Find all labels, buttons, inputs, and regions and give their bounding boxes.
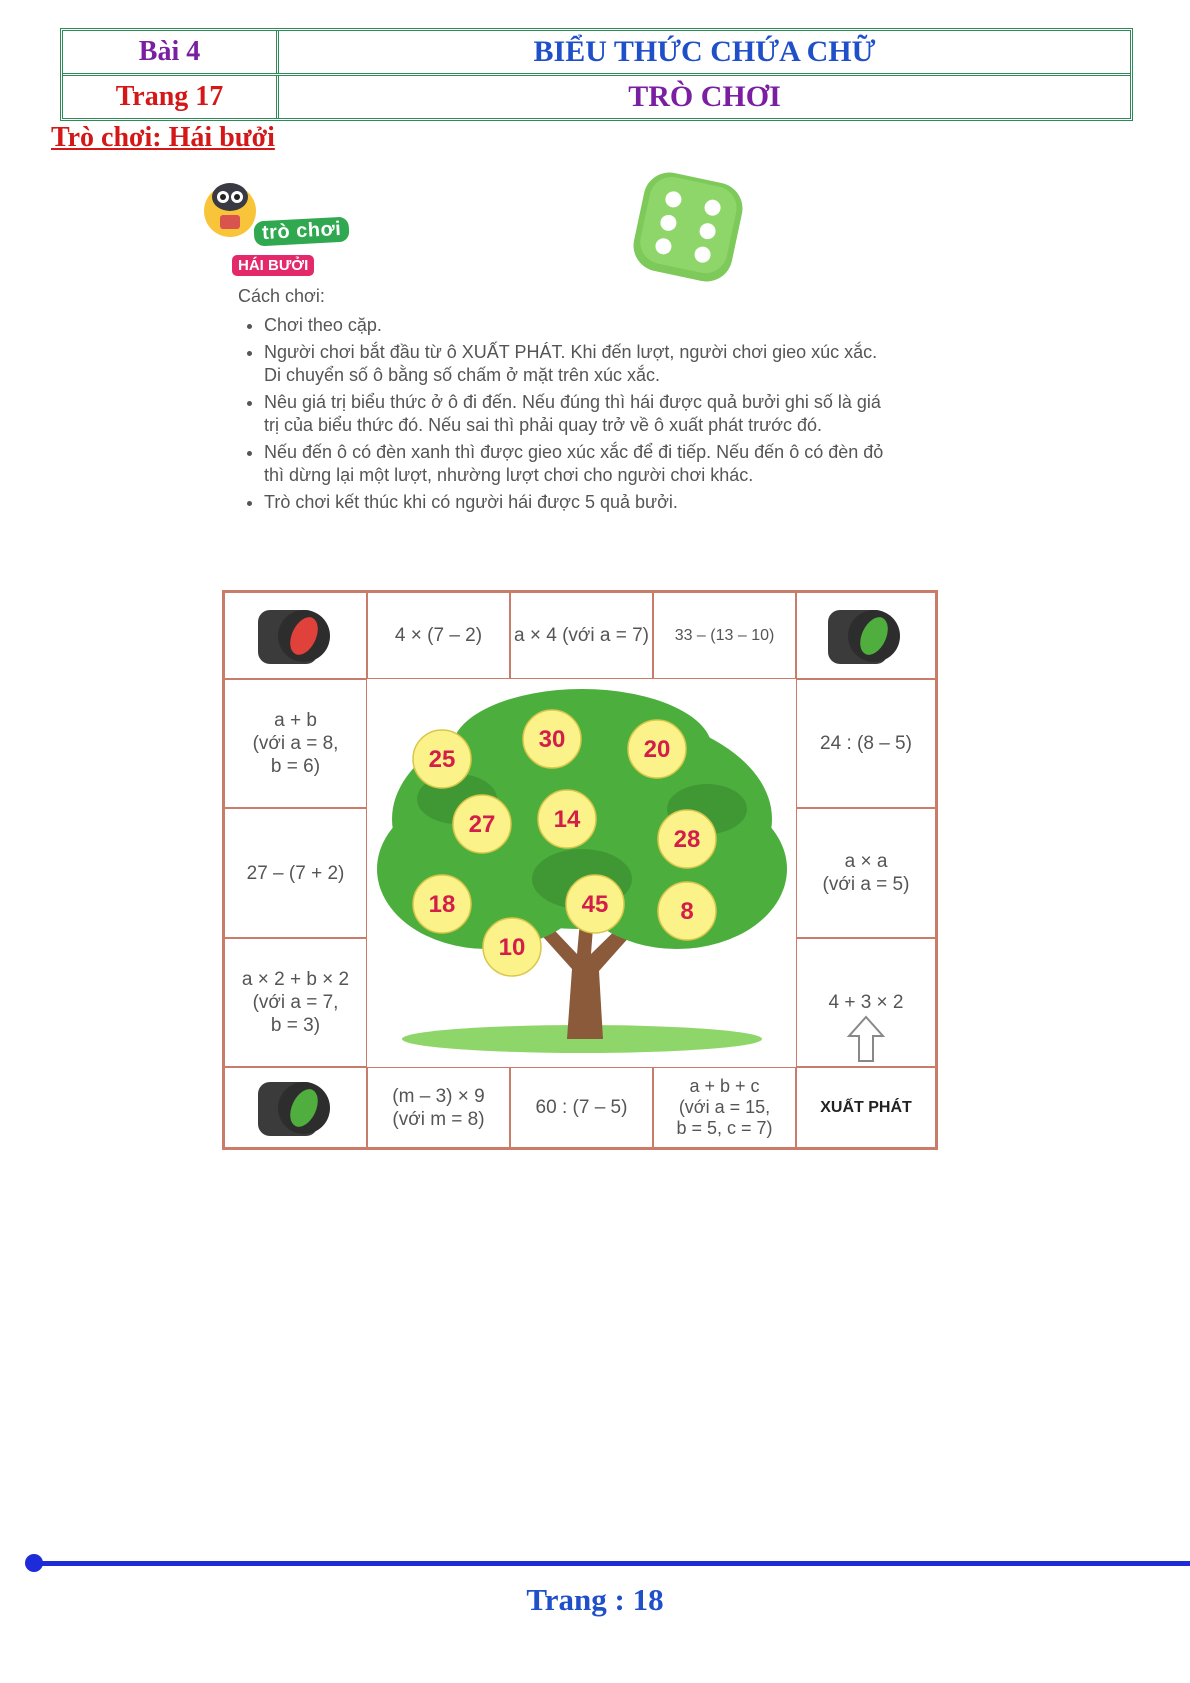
header-row-lesson bbox=[63, 31, 1130, 73]
pomelo-fruit bbox=[453, 795, 511, 853]
game-logo bbox=[198, 175, 358, 245]
page-label: Trang 17 bbox=[63, 76, 279, 118]
fruit-number: 10 bbox=[498, 934, 526, 961]
red-light-cell bbox=[224, 592, 367, 679]
fruit-number: 14 bbox=[553, 806, 581, 833]
pomelo-fruit bbox=[413, 730, 471, 788]
lesson-title: BIỂU THỨC CHỨA CHỮ bbox=[533, 35, 876, 68]
board-cell-left-3 bbox=[224, 938, 367, 1067]
lesson-label: Bài 4 bbox=[63, 31, 279, 73]
section-title: TRÒ CHƠI bbox=[628, 80, 781, 113]
pomelo-fruit bbox=[413, 875, 471, 933]
start-cell bbox=[796, 1067, 936, 1148]
green-traffic-light-icon bbox=[254, 1076, 338, 1140]
board-cell-left-2 bbox=[224, 808, 367, 938]
green-light-cell-top bbox=[796, 592, 936, 679]
cell-expression: a × a (với a = 5) bbox=[822, 851, 910, 895]
board-cell-bottom-1 bbox=[367, 1067, 510, 1148]
board-cell-bottom-2 bbox=[510, 1067, 653, 1148]
red-traffic-light-icon bbox=[254, 604, 338, 668]
board-cell-top-3 bbox=[653, 592, 796, 679]
cell-expression: 60 : (7 – 5) bbox=[535, 1097, 628, 1118]
rules-heading: Cách chơi: bbox=[238, 286, 325, 306]
fruit-number: 45 bbox=[581, 891, 609, 918]
fruit-number: 28 bbox=[673, 826, 701, 853]
rule-item: • Người chơi bắt đầu từ ô XUẤT PHÁT. Khi đến lượt, người chơi gieo xúc xắc. Di chuyển số ô bằng số chấm ở mặt trên xúc xắc. bbox=[264, 341, 888, 387]
pomelo-fruit bbox=[658, 810, 716, 868]
footer-line bbox=[33, 1561, 1190, 1566]
header-row-page bbox=[63, 73, 1130, 118]
cell-expression: 4 × (7 – 2) bbox=[394, 625, 483, 646]
cell-expression: 4 + 3 × 2 bbox=[828, 992, 904, 1013]
cell-expression: a × 4 (với a = 7) bbox=[514, 625, 649, 646]
cell-expression: 27 – (7 + 2) bbox=[246, 862, 345, 884]
fruit-number: 25 bbox=[428, 746, 456, 773]
fruit-number: 27 bbox=[468, 811, 496, 838]
board-cell-left-1 bbox=[224, 679, 367, 808]
up-arrow-icon bbox=[846, 1014, 886, 1064]
green-light-cell-bottom bbox=[224, 1067, 367, 1148]
game-illustration bbox=[190, 165, 950, 1165]
rules-list bbox=[238, 314, 888, 514]
board-cell-bottom-3 bbox=[653, 1067, 796, 1148]
game-name-badge: HÁI BƯỞI bbox=[232, 255, 314, 276]
cell-expression: a + b + c (với a = 15, b = 5, c = 7) bbox=[676, 1076, 773, 1138]
cell-expression: 33 – (13 – 10) bbox=[674, 627, 775, 644]
rule-item: • Nếu đến ô có đèn xanh thì được gieo xúc xắc để đi tiếp. Nếu đến ô có đèn đỏ thì dừng lại một lượt, nhường lượt chơi cho người chơi khác. bbox=[264, 441, 888, 487]
game-board bbox=[222, 590, 938, 1150]
board-cell-right-2 bbox=[796, 808, 936, 938]
fruit-number: 20 bbox=[643, 736, 671, 763]
cell-expression: a + b (với a = 8, b = 6) bbox=[252, 710, 339, 777]
dice-icon bbox=[630, 167, 750, 287]
board-cell-top-2 bbox=[510, 592, 653, 679]
footer-page-number: Trang : 18 bbox=[526, 1582, 664, 1617]
logo-text: trò chơi bbox=[253, 217, 350, 247]
cell-expression: a × 2 + b × 2 (với a = 7, b = 3) bbox=[241, 969, 350, 1036]
fruit-layer bbox=[367, 679, 796, 1067]
fruit-number: 30 bbox=[538, 726, 566, 753]
rules-section bbox=[238, 285, 888, 518]
pomelo-fruit bbox=[628, 720, 686, 778]
board-cell-right-1 bbox=[796, 679, 936, 808]
cell-expression: 24 : (8 – 5) bbox=[820, 733, 912, 754]
pomelo-fruit bbox=[538, 790, 596, 848]
rule-item: • Trò chơi kết thúc khi có người hái được 5 quả bưởi. bbox=[264, 491, 888, 514]
pomelo-tree bbox=[367, 679, 796, 1067]
green-traffic-light-icon bbox=[824, 604, 908, 668]
start-label: XUẤT PHÁT bbox=[820, 1099, 912, 1116]
rule-item: • Chơi theo cặp. bbox=[264, 314, 888, 337]
cell-expression: (m – 3) × 9 (với m = 8) bbox=[392, 1085, 485, 1130]
fruit-number: 8 bbox=[680, 898, 694, 925]
rule-item: • Nêu giá trị biểu thức ở ô đi đến. Nếu đúng thì hái được quả bưởi ghi số là giá trị của biểu thức đó. Nếu sai thì phải quay trở về ô xuất phát trước đó. bbox=[264, 391, 888, 437]
pomelo-fruit bbox=[523, 710, 581, 768]
pomelo-fruit bbox=[483, 918, 541, 976]
pomelo-fruit bbox=[566, 875, 624, 933]
game-subtitle: Trò chơi: Hái bưởi bbox=[51, 122, 275, 153]
pomelo-fruit bbox=[658, 882, 716, 940]
fruit-number: 18 bbox=[428, 891, 456, 918]
header-table bbox=[60, 28, 1133, 121]
board-cell-top-1 bbox=[367, 592, 510, 679]
